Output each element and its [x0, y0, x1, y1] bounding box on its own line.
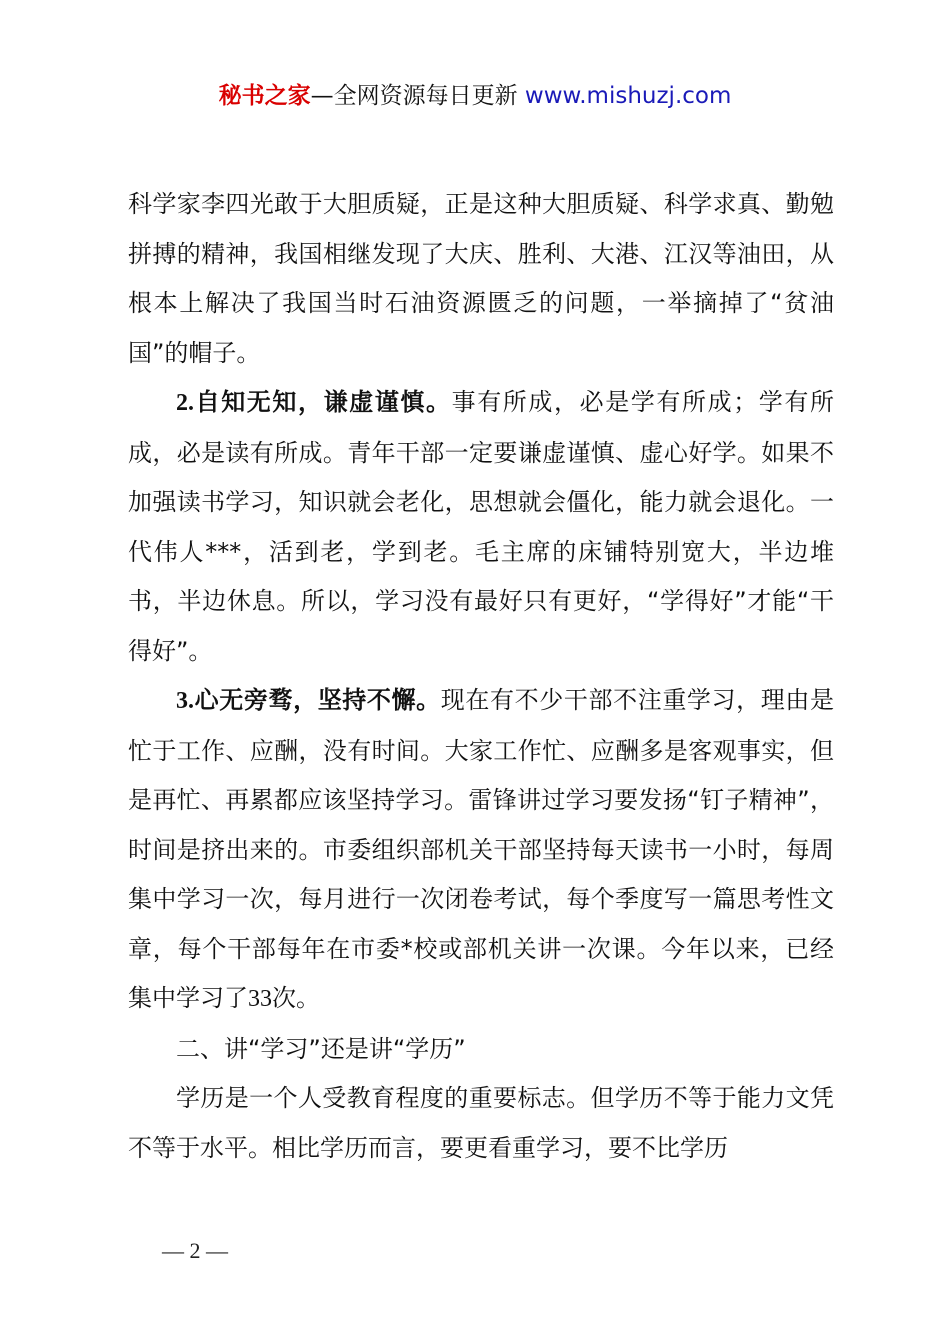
point-3-body: 现在有不少干部不注重学习，理由是忙于工作、应酬，没有时间。大家工作忙、应酬多是客观事实，但是再忙、再累都应该坚持学习。雷锋讲过学习要发扬“钉子精神”，时间是挤出来的。市委组织部机关干部坚持每天读书一小时，每周集中学习一次，每月进行一次闭卷考试，每个季度写一篇思考性文章，每个干部每年在市委*校或部机关讲一次课。今年以来，已经集中学习了 [128, 686, 835, 1012]
paragraph-education: 学历是一个人受教育程度的重要标志。但学历不等于能力文凭不等于水平。相比学历而言，要更看重学习，要不比学历 [128, 1084, 834, 1162]
paragraph-continuation: 科学家李四光敢于大胆质疑，正是这种大胆质疑、科学求真、勤勉拼搏的精神，我国相继发现了大庆、胜利、大港、江汉等油田，从根本上解决了我国当时石油资源匮乏的问题，一举摘掉了“贫油国”的帽子。 [128, 190, 834, 367]
point-3-number: 3. [176, 688, 194, 714]
point-3-heading: 心无旁骛，坚持不懈。 [194, 686, 441, 714]
section-heading: 二、讲“学习”还是讲“学历” [176, 1034, 466, 1063]
point-3-body-end: 次。 [272, 984, 320, 1012]
page-number: — 2 — [162, 1238, 228, 1263]
point-2-body: 事有所成，必是学有所成；学有所成，必是读有所成。青年干部一定要谦虚谨慎、虚心好学。如果不加强读书学习，知识就会老化，思想就会僵化，能力就会退化。一代伟人***，活到老，学到老。毛主席的床铺特别宽大，半边堆书，半边休息。所以，学习没有最好只有更好，“学得好”才能“干得好”。 [128, 388, 835, 665]
watermark-header [0, 80, 950, 112]
brand-name: 秘书之家 [218, 83, 311, 109]
header-url: www.mishuzj.com [524, 83, 732, 109]
point-2-number: 2. [176, 390, 194, 416]
point-2-heading: 自知无知，谦虚谨慎。 [194, 388, 452, 416]
header-tagline: —全网资源每日更新 [310, 83, 518, 109]
paragraph-point-2 [128, 378, 834, 676]
paragraph-point-3 [128, 676, 834, 1025]
document-body [128, 180, 834, 1173]
study-count: 33 [248, 986, 272, 1012]
